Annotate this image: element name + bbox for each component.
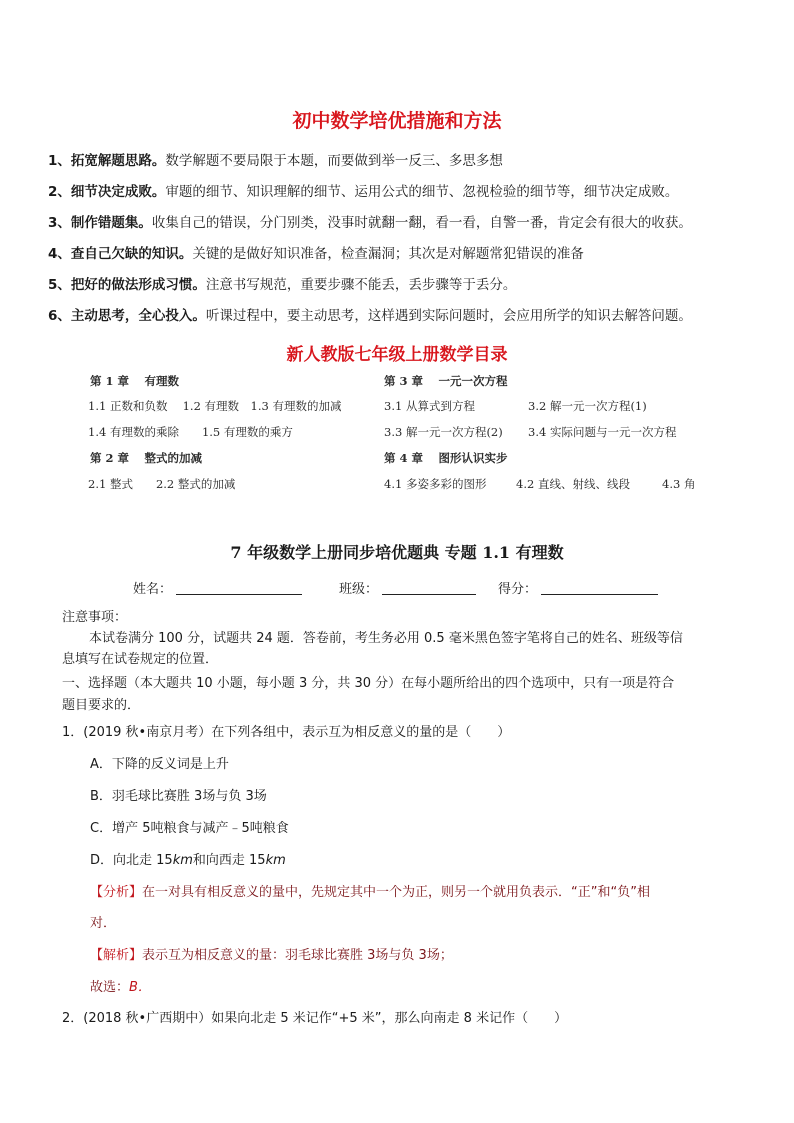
toc-row: 3.4 实际问题与一元一次方程 (528, 425, 677, 439)
name-field[interactable] (176, 594, 302, 595)
notice-text: 息填写在试卷规定的位置． (62, 652, 219, 667)
toc-chapter-2: 第 2 章 整式的加减 (90, 451, 203, 465)
exam-title: 7 年级数学上册同步培优题典 专题 1.1 有理数 (230, 543, 564, 562)
toc-chapter-4: 第 4 章 图形认识实步 (384, 451, 508, 465)
answer-line (90, 976, 151, 995)
question-2-stem: 2．(2018 秋•广西期中）如果向北走 5 米记作“+5 米”，那么向南走 8 米记作（ ） (62, 1011, 568, 1026)
tip-item (48, 304, 692, 324)
score-field[interactable] (541, 594, 658, 595)
section-header: 题目要求的． (62, 698, 141, 713)
tip-label: 5、把好的做法形成习惯。 (48, 277, 206, 293)
unit-km: km (265, 853, 286, 868)
analysis-block (90, 881, 650, 900)
tip-text: 听课过程中，要主动思考，这样遇到实际问题时，会应用所学的知识去解答问题。 (205, 308, 692, 324)
solution-tag: 【解析】 (90, 948, 143, 963)
toc-chapter-3: 第 3 章 一元一次方程 (384, 374, 508, 388)
name-label: 姓名： (133, 582, 173, 597)
option-d-text: D．向北走 15 (90, 853, 173, 868)
toc-row: 2.1 整式 2.2 整式的加减 (88, 477, 236, 491)
choice-value: B． (129, 980, 151, 995)
toc-row: 4.1 多姿多彩的图形 (384, 477, 487, 491)
tip-item (48, 273, 516, 293)
option-d (90, 849, 286, 868)
option-a: A．下降的反义词是上升 (90, 757, 229, 772)
unit-km: km (172, 853, 193, 868)
toc-row: 1.4 有理数的乘除 1.5 有理数的乘方 (88, 425, 293, 439)
toc-row: 4.2 直线、射线、线段 (516, 477, 630, 491)
toc-row: 3.3 解一元一次方程(2) (384, 425, 503, 439)
notice-text: 本试卷满分 100 分，试题共 24 题．答卷前，考生务必用 0.5 毫米黑色签字笔将自己的姓名、班级等信 (89, 631, 683, 646)
tip-item (48, 180, 678, 200)
option-b: B．羽毛球比赛胜 3场与负 3场 (90, 789, 267, 804)
tip-item (48, 211, 692, 231)
tip-text: 审题的细节、知识理解的细节、运用公式的细节、忽视检验的细节等，细节决定成败。 (165, 184, 679, 200)
analysis-text: 对． (90, 916, 117, 931)
tip-text: 数学解题不要局限于本题，而要做到举一反三、多思多想 (165, 153, 503, 169)
toc-row: 3.2 解一元一次方程(1) (528, 399, 647, 413)
header-title: 初中数学培优措施和方法 (292, 110, 502, 132)
tip-label: 3、制作错题集。 (48, 215, 152, 231)
tip-item (48, 149, 503, 169)
analysis-text: 在一对具有相反意义的量中，先规定其中一个为正，则另一个就用负表示．“正”和“负”相 (142, 885, 650, 900)
solution-text: 表示互为相反意义的量：羽毛球比赛胜 3场与负 3场； (142, 948, 453, 963)
tip-label: 2、细节决定成败。 (48, 184, 166, 200)
notice-title: 注意事项： (62, 610, 128, 625)
score-label: 得分： (498, 582, 538, 597)
option-c: C．增产 5吨粮食与减产﹣5吨粮食 (90, 821, 289, 836)
section-header: 一、选择题（本大题共 10 小题，每小题 3 分，共 30 分）在每小题所给出的四个选项中，只有一项是符合 (62, 676, 675, 691)
tip-text: 注意书写规范，重要步骤不能丢，丢步骤等于丢分。 (205, 277, 517, 293)
toc-title: 新人教版七年级上册数学目录 (286, 345, 508, 365)
toc-row: 1.1 正数和负数 1.2 有理数 1.3 有理数的加减 (88, 399, 342, 413)
class-label: 班级： (339, 582, 379, 597)
tip-text: 收集自己的错误，分门别类，没事时就翻一翻，看一看，自警一番，肯定会有很大的收获。 (151, 215, 692, 231)
question-1-stem: 1．(2019 秋•南京月考）在下列各组中，表示互为相反意义的量的是（ ） (62, 725, 511, 740)
toc-row: 4.3 角 (662, 477, 696, 491)
toc-row: 3.1 从算式到方程 (384, 399, 475, 413)
option-d-text: 和向西走 15 (192, 853, 266, 868)
analysis-tag: 【分析】 (90, 885, 143, 900)
choice-label: 故选： (90, 980, 130, 995)
toc-chapter-1: 第 1 章 有理数 (90, 374, 180, 388)
tip-text: 关键的是做好知识准备，检查漏洞；其次是对解题常犯错误的准备 (192, 246, 584, 262)
solution-block (90, 944, 453, 963)
tip-label: 6、主动思考，全心投入。 (48, 308, 206, 324)
tip-item (48, 242, 584, 262)
tip-label: 1、拓宽解题思路。 (48, 153, 166, 169)
class-field[interactable] (382, 594, 476, 595)
tip-label: 4、查自己欠缺的知识。 (48, 246, 193, 262)
